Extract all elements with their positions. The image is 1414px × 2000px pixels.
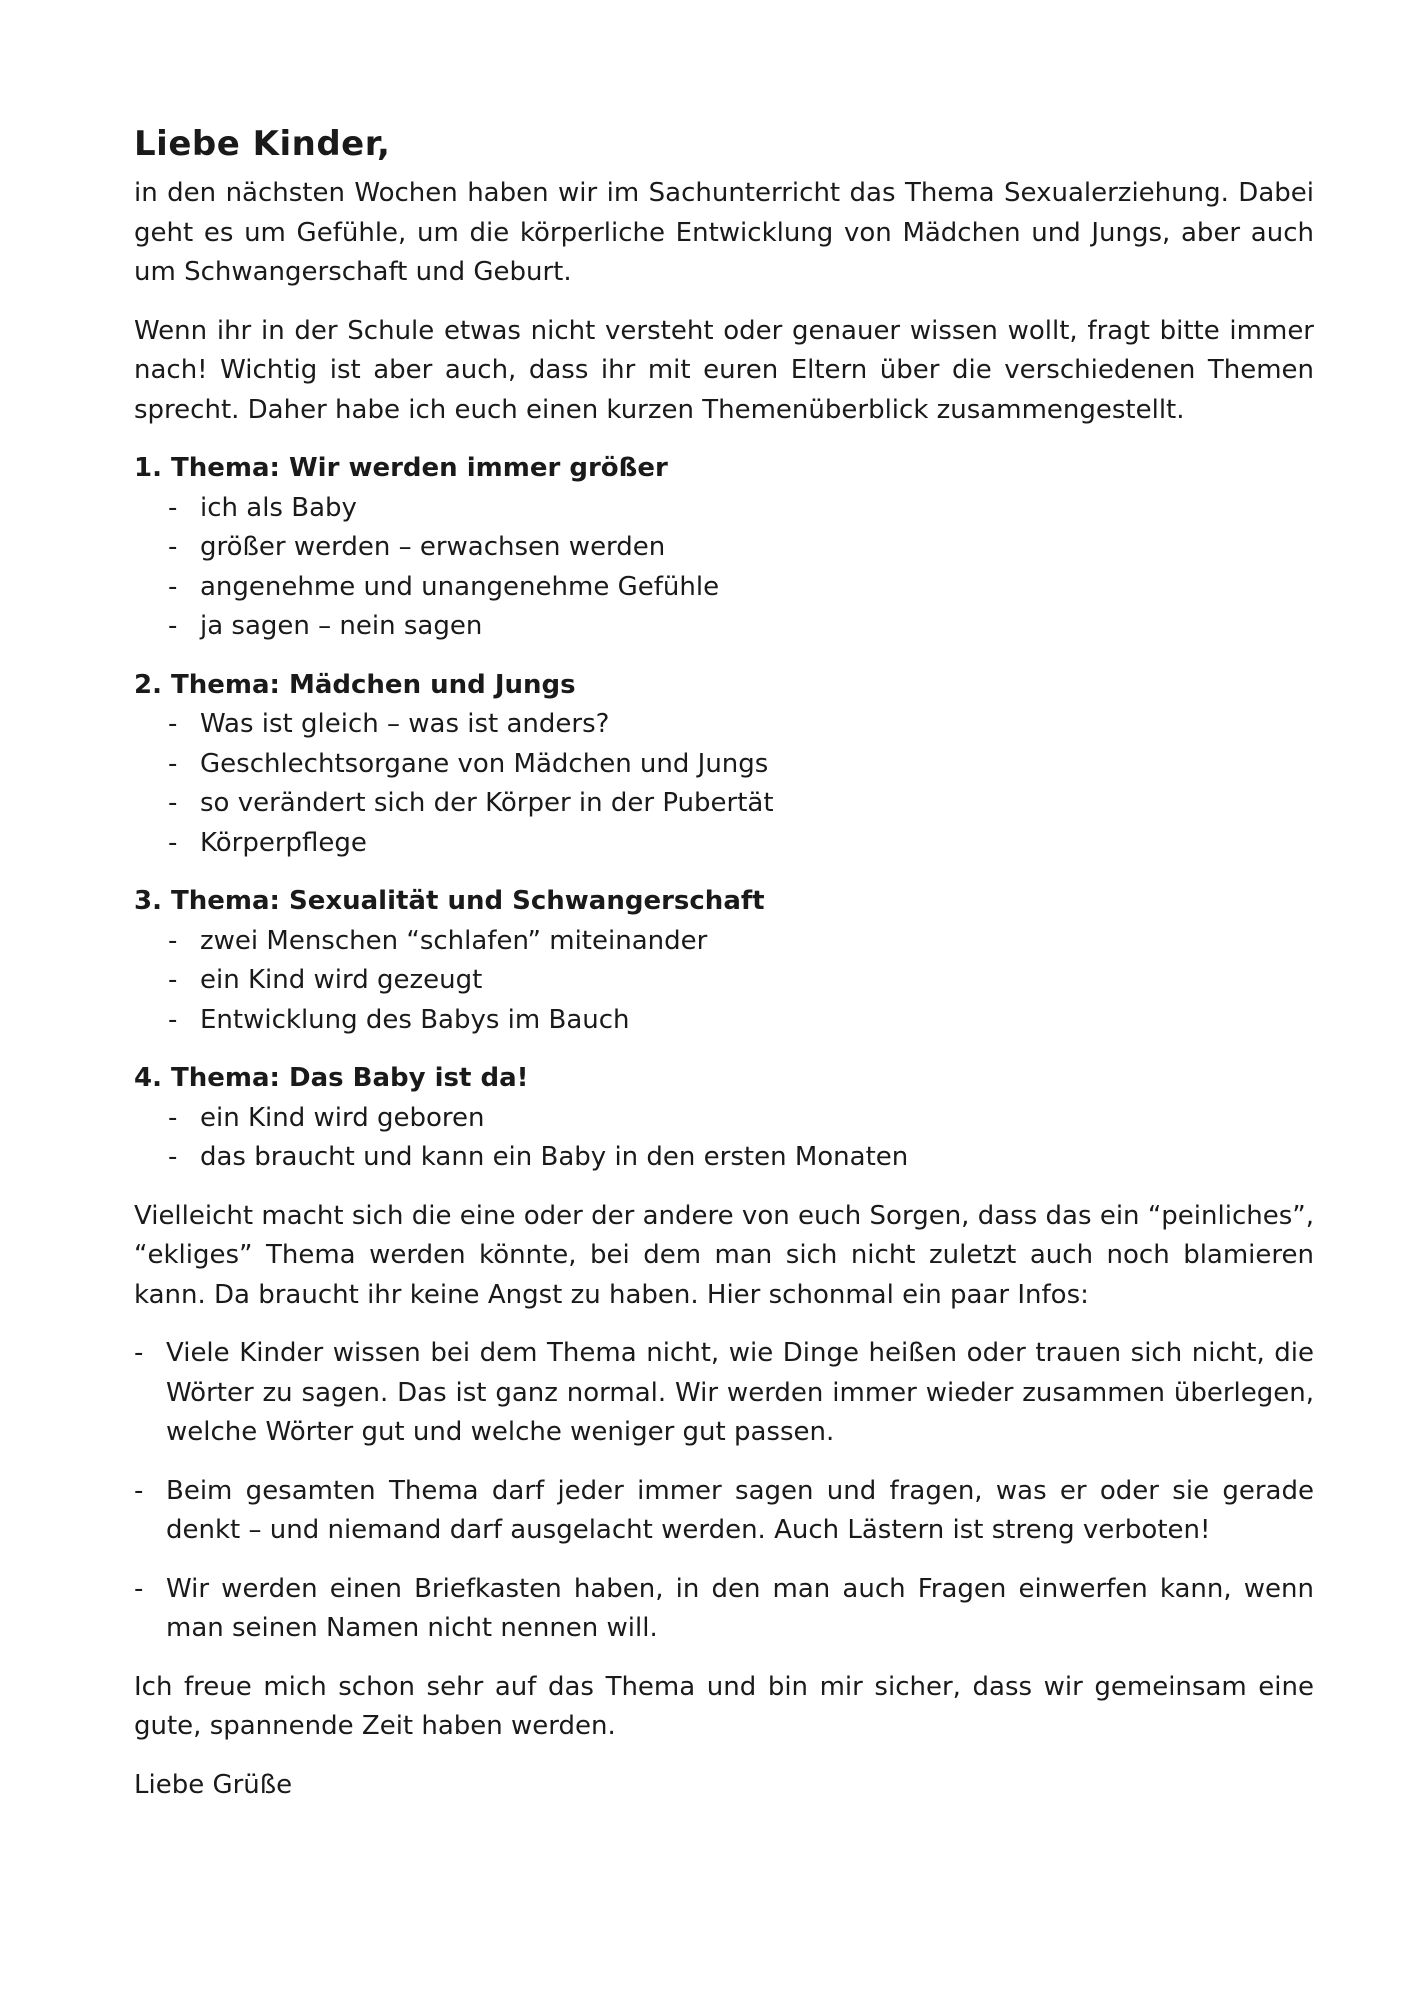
list-item: - angenehme und unangenehme Gefühle	[134, 568, 1314, 608]
topic-items	[134, 922, 1314, 1041]
topic-4	[134, 1059, 1314, 1178]
topic-items	[134, 705, 1314, 863]
closing-line: Liebe Grüße	[134, 1769, 293, 1800]
list-item: - ich als Baby	[134, 489, 1314, 529]
list-item: - größer werden – erwachsen werden	[134, 528, 1314, 568]
list-item: - zwei Menschen “schlafen” miteinander	[134, 922, 1314, 962]
list-item: - Geschlechtsorgane von Mädchen und Jungs	[134, 745, 1314, 785]
intro-paragraph-2: Wenn ihr in der Schule etwas nicht versteht oder genauer wissen wollt, fragt bitte immer nach! Wichtig ist aber auch, dass ihr mit euren Eltern über die verschiedenen Themen sprecht. Daher habe ich euch einen kurzen Themenüberblick zusammengestellt.	[134, 315, 1314, 425]
list-item: - so verändert sich der Körper in der Pubertät	[134, 784, 1314, 824]
info-item: - Viele Kinder wissen bei dem Thema nicht, wie Dinge heißen oder trauen sich nicht, die Wörter zu sagen. Das ist ganz normal. Wir werden immer wieder zusammen überlegen, welche Wörter gut und welche weniger gut passen.	[134, 1334, 1314, 1453]
topic-title: 3. Thema: Sexualität und Schwangerschaft	[134, 886, 765, 916]
list-item: - ein Kind wird geboren	[134, 1099, 1314, 1139]
topic-3	[134, 882, 1314, 1040]
info-list	[134, 1334, 1314, 1649]
greeting-heading: Liebe Kinder,	[134, 124, 391, 164]
list-item: - Was ist gleich – was ist anders?	[134, 705, 1314, 745]
worries-paragraph: Vielleicht macht sich die eine oder der andere von euch Sorgen, dass das ein “peinliches”, “ekliges” Thema werden könnte, bei dem man sich nicht zuletzt auch noch blamieren kann. Da braucht ihr keine Angst zu haben. Hier schonmal ein paar Infos:	[134, 1200, 1314, 1310]
topic-items	[134, 1099, 1314, 1178]
topic-2	[134, 666, 1314, 864]
list-item: - ein Kind wird gezeugt	[134, 961, 1314, 1001]
topic-title: 2. Thema: Mädchen und Jungs	[134, 669, 576, 700]
topic-title: 1. Thema: Wir werden immer größer	[134, 453, 668, 483]
topic-items	[134, 489, 1314, 647]
info-item: - Wir werden einen Briefkasten haben, in den man auch Fragen einwerfen kann, wenn man seinen Namen nicht nennen will.	[134, 1570, 1314, 1649]
topic-1	[134, 449, 1314, 647]
list-item: - ja sagen – nein sagen	[134, 607, 1314, 647]
list-item: - das braucht und kann ein Baby in den ersten Monaten	[134, 1138, 1314, 1178]
list-item: - Körperpflege	[134, 824, 1314, 864]
outro-paragraph: Ich freue mich schon sehr auf das Thema und bin mir sicher, dass wir gemeinsam eine gute, spannende Zeit haben werden.	[134, 1671, 1314, 1741]
intro-paragraph-1: in den nächsten Wochen haben wir im Sachunterricht das Thema Sexualerziehung. Dabei geht es um Gefühle, um die körperliche Entwicklung von Mädchen und Jungs, aber auch um Schwangerschaft und Geburt.	[134, 178, 1314, 287]
info-item: - Beim gesamten Thema darf jeder immer sagen und fragen, was er oder sie gerade denkt – und niemand darf ausgelacht werden. Auch Lästern ist streng verboten!	[134, 1472, 1314, 1551]
topic-title: 4. Thema: Das Baby ist da!	[134, 1063, 529, 1093]
letter	[134, 122, 1314, 1805]
list-item: - Entwicklung des Babys im Bauch	[134, 1001, 1314, 1041]
